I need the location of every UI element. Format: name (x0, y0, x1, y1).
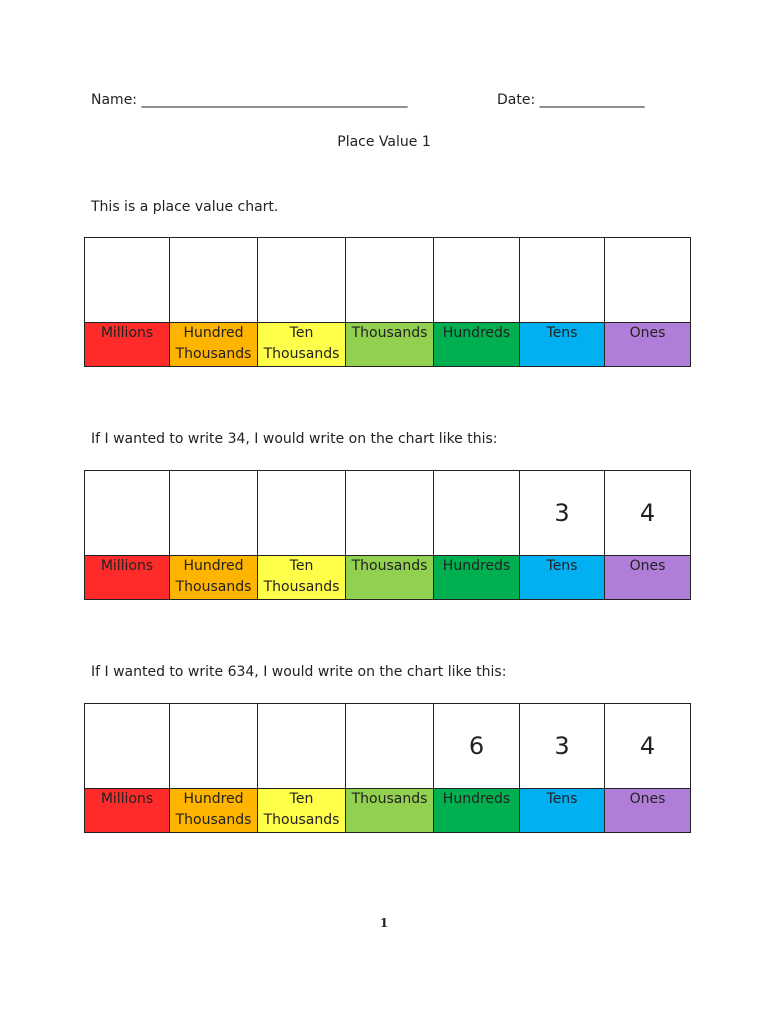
label-line2: Thousands (263, 812, 340, 828)
label-cell-thousands (346, 556, 434, 600)
value-cell-hundred-thousands (170, 471, 258, 556)
label-line2: Thousands (175, 812, 252, 828)
label-line1: Ones (629, 558, 666, 574)
value-cell-tens: 3 (520, 471, 605, 556)
value-cell-tens: 3 (520, 704, 605, 789)
place-value-chart-2 (84, 470, 691, 600)
value-cell-hundreds (434, 238, 520, 323)
label-line2: Thousands (263, 579, 340, 595)
date-field-label: Date: _______________ (497, 92, 645, 108)
label-line1: Hundreds (442, 558, 511, 574)
label-line1: Millions (100, 325, 154, 341)
value-cell-millions (85, 238, 170, 323)
label-line2: Thousands (175, 579, 252, 595)
value-cell-ones: 4 (605, 704, 691, 789)
label-cell-hundreds (434, 789, 520, 833)
value-cell-ones (605, 238, 691, 323)
page-title: Place Value 1 (337, 134, 431, 150)
label-line1: Ten (289, 791, 314, 807)
label-line1: Ten (289, 325, 314, 341)
label-cell-ones (605, 789, 691, 833)
label-line1: Hundred (183, 791, 244, 807)
value-cell-ten-thousands (258, 471, 346, 556)
label-line1: Hundred (183, 325, 244, 341)
value-cell-thousands (346, 238, 434, 323)
place-value-chart-3 (84, 703, 691, 833)
prompt-2: If I wanted to write 34, I would write on the chart like this: (91, 431, 498, 447)
value-cell-hundred-thousands (170, 238, 258, 323)
label-cell-hundreds (434, 323, 520, 367)
label-cell-hundred-thousands (170, 789, 258, 833)
label-cell-hundred-thousands (170, 556, 258, 600)
value-cell-ones: 4 (605, 471, 691, 556)
label-cell-ones (605, 323, 691, 367)
label-line2: Thousands (263, 346, 340, 362)
label-cell-hundred-thousands (170, 323, 258, 367)
label-cell-tens (520, 556, 605, 600)
prompt-3: If I wanted to write 634, I would write on the chart like this: (91, 664, 507, 680)
value-cell-millions (85, 471, 170, 556)
place-value-chart-1 (84, 237, 691, 367)
value-cell-hundreds: 6 (434, 704, 520, 789)
value-cell-hundreds (434, 471, 520, 556)
page-number: 1 (379, 916, 389, 930)
value-cell-thousands (346, 704, 434, 789)
label-line1: Hundreds (442, 325, 511, 341)
value-cell-tens (520, 238, 605, 323)
label-line1: Tens (546, 558, 578, 574)
label-cell-ten-thousands (258, 556, 346, 600)
label-cell-ten-thousands (258, 789, 346, 833)
label-cell-hundreds (434, 556, 520, 600)
label-line1: Thousands (351, 791, 428, 807)
prompt-1: This is a place value chart. (91, 199, 279, 215)
label-line1: Tens (546, 791, 578, 807)
label-line1: Tens (546, 325, 578, 341)
label-line1: Thousands (351, 325, 428, 341)
label-cell-millions (85, 556, 170, 600)
label-line1: Ten (289, 558, 314, 574)
value-cell-thousands (346, 471, 434, 556)
value-cell-hundred-thousands (170, 704, 258, 789)
value-cell-millions (85, 704, 170, 789)
label-cell-ten-thousands (258, 323, 346, 367)
label-cell-millions (85, 323, 170, 367)
label-line1: Ones (629, 791, 666, 807)
label-line1: Ones (629, 325, 666, 341)
name-field-label: Name: ______________________________________ (91, 92, 408, 108)
label-cell-ones (605, 556, 691, 600)
label-line1: Hundred (183, 558, 244, 574)
value-cell-ten-thousands (258, 704, 346, 789)
label-cell-thousands (346, 789, 434, 833)
label-line1: Hundreds (442, 791, 511, 807)
label-line2: Thousands (175, 346, 252, 362)
label-line1: Millions (100, 558, 154, 574)
label-cell-millions (85, 789, 170, 833)
label-cell-tens (520, 323, 605, 367)
label-line1: Millions (100, 791, 154, 807)
label-cell-thousands (346, 323, 434, 367)
value-cell-ten-thousands (258, 238, 346, 323)
label-line1: Thousands (351, 558, 428, 574)
label-cell-tens (520, 789, 605, 833)
